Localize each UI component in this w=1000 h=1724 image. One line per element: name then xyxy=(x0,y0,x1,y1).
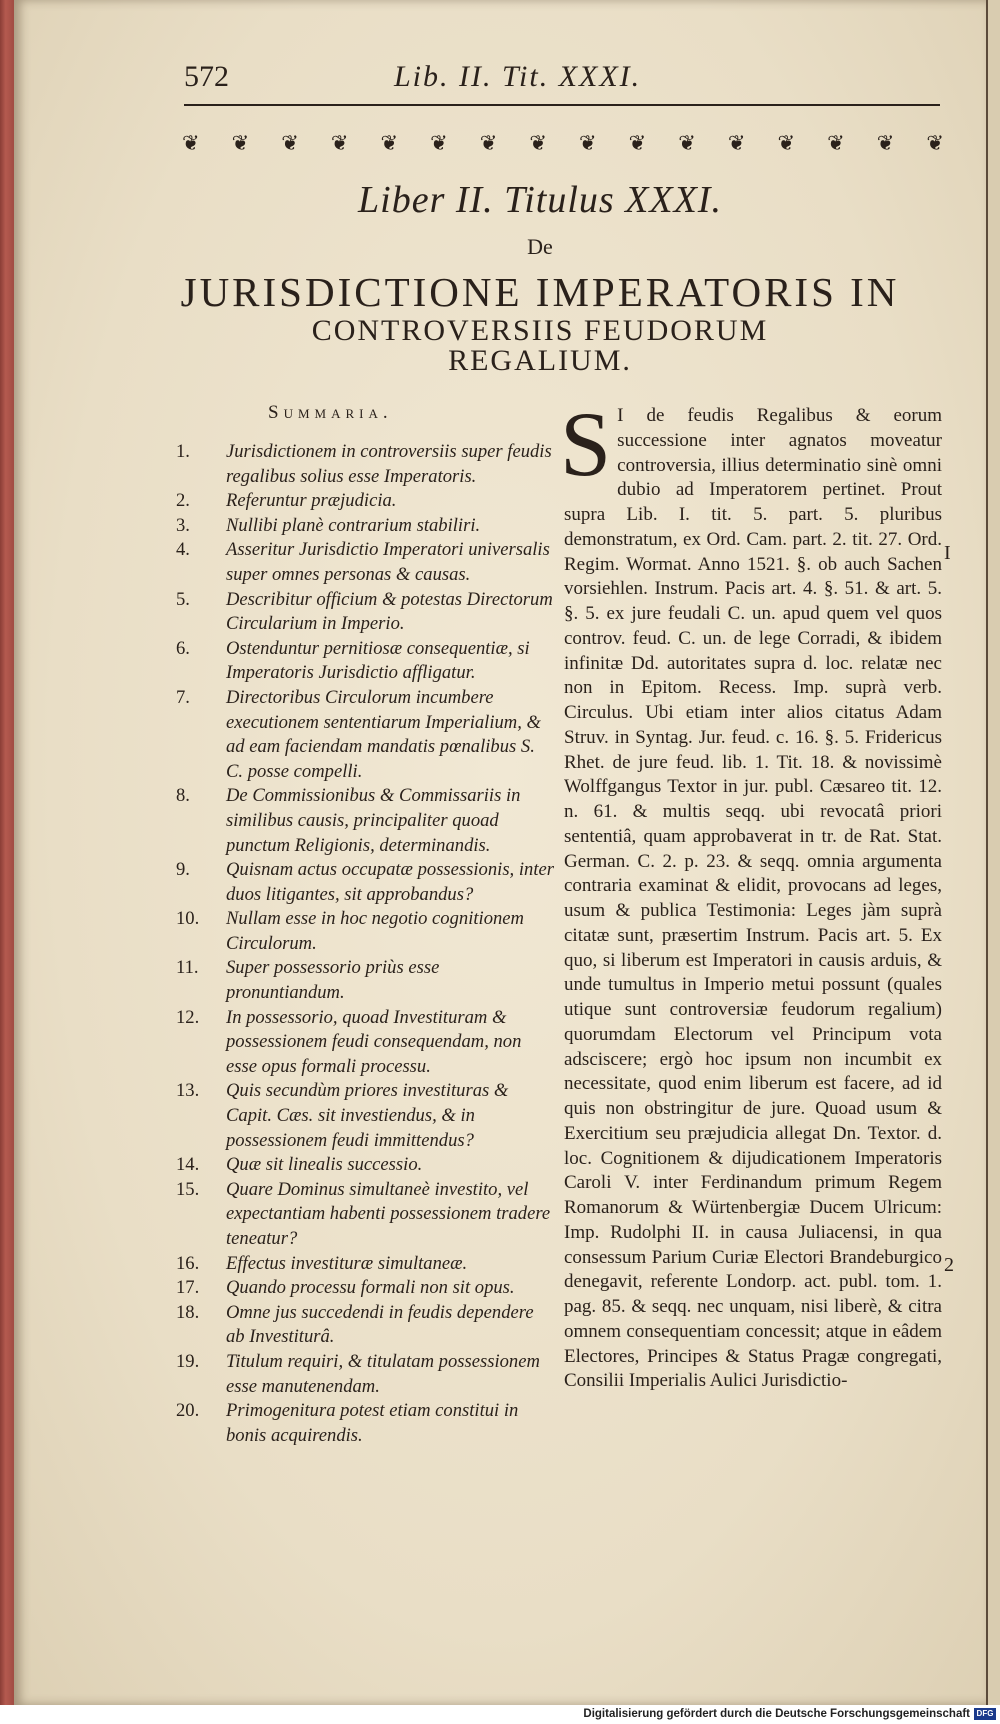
title-line-1: JURISDICTIONE IMPERATORIS IN xyxy=(180,269,900,315)
summaria-number: 17. xyxy=(176,1277,200,1299)
summaria-text: In possessorio, quoad Investituram & possessionem feudi consequendam, non esse opus formali processu. xyxy=(226,1006,522,1077)
summaria-item xyxy=(176,858,556,907)
ornament-glyph: ❦ xyxy=(281,131,299,155)
dfg-logo: DFG xyxy=(974,1708,996,1720)
running-title: Lib. II. Tit. XXXI. xyxy=(394,60,642,93)
footer-bar xyxy=(0,1705,1000,1724)
summaria-item xyxy=(176,1276,556,1301)
summaria-text: Directoribus Circulorum incumbere executionem sententiarum Imperialium, & ad eam faciendam mandatis pœnalibus S. C. posse compelli. xyxy=(226,686,541,782)
ornament-glyph: ❦ xyxy=(231,131,250,155)
ornament-glyph: ❦ xyxy=(479,131,498,155)
summaria-item xyxy=(176,1301,556,1350)
book-spine-edge xyxy=(0,0,14,1705)
summaria-number: 7. xyxy=(176,686,190,708)
ornament-glyph: ❦ xyxy=(430,131,448,155)
summaria-item xyxy=(176,1153,556,1178)
summaria-text: Effectus investituræ simultaneæ. xyxy=(226,1252,468,1274)
page-number: 572 xyxy=(184,60,229,93)
summaria-item xyxy=(176,489,556,514)
summaria-item xyxy=(176,907,556,956)
summaria-number: 20. xyxy=(176,1400,200,1422)
summaria-text: Quis secundùm priores investituras & Capit. Cæs. sit investiendus, & in possessionem feudi immittendus? xyxy=(226,1080,509,1151)
ornament-glyph: ❦ xyxy=(529,131,547,155)
summaria-text: Quare Dominus simultaneè investito, vel expectantiam habenti possessionem tradere teneatur? xyxy=(226,1178,551,1249)
ornament-glyph: ❦ xyxy=(579,131,597,155)
summaria-item xyxy=(176,588,556,637)
ornament-glyph: ❦ xyxy=(876,131,895,155)
summaria-number: 13. xyxy=(176,1080,200,1102)
summaria-item xyxy=(176,956,556,1005)
summaria-number: 18. xyxy=(176,1301,200,1323)
summaria-number: 1. xyxy=(176,441,190,462)
summaria-number: 5. xyxy=(176,588,190,610)
body-text: I de feudis Regalibus & eorum successione inter agnatos moveatur controversia, illius determinatio sinè omni dubio ad Imperatorem pertinet. Prout supra Lib. I. tit. 5. part. 5. pluribus demonstratum, ex Ord. Cam. part. 2. tit. 27. Ord. Regim. Wormat. Anno 1521. §. ob auch Sachen vorsiehlen. Instrum. Pacis art. 4. §. 51. & art. 5. §. 5. ex jure feudali C. un. apud quem vel quos controv. feud. C. un. de lege Corradi, & ibidem infinitæ Dd. autoritates supra d. loc. relatæ nec non in Epitom. Recess. Imp. suprà verb. Circulus. Ubi etiam inter alios citatus Adam Struv. in Syntag. Jur. feud. c. 16. §. 5. Fridericus Rhet. de jure feud. lib. 1. Tit. 18. & novissimè Wolffgangus Textor in jur. publ. Cæsareo tit. 12. n. 61. & multis seqq. ubi revocatâ priori sententiâ, quam approbaverat in tr. de Rat. Stat. German. C. 2. p. 23. & seqq. omnia argumenta contraria examinat & elidit, provocans ad leges, usum & publica Testimonia: Leges jàm suprà citatæ sunt, præsertim Instrum. Pacis art. 5. Ex quo, si liberum est Imperatori in causis arduis, & unde tumultus in Imperio metui possunt (quales utique sunt controversiæ feudorum regalium) quorumdam Electorum vel Principum vota adsciscere; ergò hoc ipsum non incumbit ex necessitate, quod enim liberum est facere, ad id quis non obstringitur de jure. Quoad usum & Exercitium seu præjudicia allegat Dn. Textor. d. loc. Cognitionem & dijudicationem Imperatoris Caroli V. inter Ferdinandum primum Regem Romanorum & Würtenbergiæ Ducem Ulricum: Imp. Rudolphi II. in causa Juliacensi, in qua consessum Parium Curiæ Electori Brandeburgico denegavit, referente Londorp. act. publ. tom. 1. pag. 85. & seqq. nec unquam, nisi liberè, & citra omnem consequentiam concessit; atque in eâdem Electores, Principes & Status Pragæ congregati, Consilii Imperialis Aulici Jurisdictio- xyxy=(564,405,942,1392)
summaria-text: Describitur officium & potestas Directorum Circularium in Imperio. xyxy=(226,588,553,635)
summaria-text: Nullam esse in hoc negotio cognitionem Circulorum. xyxy=(226,908,524,954)
book-page xyxy=(14,0,986,1705)
title-line-2: CONTROVERSIIS FEUDORUM xyxy=(311,314,769,347)
summaria-text: Super possessorio priùs esse pronuntiandum. xyxy=(226,957,440,1004)
ornament-glyph: ❦ xyxy=(827,131,845,155)
summaria-number: 15. xyxy=(176,1178,200,1200)
summaria-number: 11. xyxy=(176,957,199,979)
drop-cap: S xyxy=(560,393,612,495)
digitization-credit: Digitalisierung gefördert durch die Deutsche Forschungsgemeinschaft xyxy=(583,1708,970,1720)
summaria-number: 3. xyxy=(176,514,190,536)
ornament-glyph: ❦ xyxy=(727,131,746,155)
summaria-item xyxy=(176,1006,556,1080)
summaria-item xyxy=(176,1079,556,1153)
summaria-number: 19. xyxy=(176,1350,200,1372)
ornament-glyph: ❦ xyxy=(926,131,944,155)
ornament-glyph: ❦ xyxy=(777,131,796,155)
summaria-number: 9. xyxy=(176,859,190,881)
ornament-glyph: ❦ xyxy=(678,131,696,155)
title-line-3: REGALIUM. xyxy=(448,344,632,377)
summaria-text: Referuntur præjudicia. xyxy=(226,490,397,512)
summaria-text: Jurisdictionem in controversiis super feudis regalibus solius esse Imperatoris. xyxy=(226,441,552,487)
summaria-item xyxy=(176,637,556,686)
summaria-item xyxy=(176,784,556,858)
ornament-glyph: ❦ xyxy=(330,131,349,155)
summaria-text: Nullibi planè contrarium stabiliri. xyxy=(226,514,481,536)
summaria-number: 6. xyxy=(176,637,190,659)
ornament-glyph: ❦ xyxy=(380,131,399,155)
header-rule xyxy=(184,104,940,106)
title-preposition: De xyxy=(527,234,553,259)
margin-note: 2 xyxy=(944,1254,954,1276)
summaria-text: Quæ sit linealis successio. xyxy=(226,1154,423,1176)
summaria-item xyxy=(176,1252,556,1277)
summaria-text: Primogenitura potest etiam constitui in bonis acquirendis. xyxy=(226,1400,519,1446)
summaria-number: 16. xyxy=(176,1252,200,1274)
summaria-number: 10. xyxy=(176,908,200,930)
summaria-text: De Commissionibus & Commissariis in similibus causis, principaliter quoad punctum Religionis, determinandis. xyxy=(226,785,521,856)
summaria-item xyxy=(176,1350,556,1399)
page-header xyxy=(184,58,944,102)
summaria-item xyxy=(176,440,556,489)
summaria-number: 14. xyxy=(176,1154,200,1176)
summaria-item xyxy=(176,1178,556,1252)
margin-note: I xyxy=(944,542,951,564)
summaria-text: Omne jus succedendi in feudis dependere ab Investiturâ. xyxy=(226,1301,534,1348)
ornament-glyph: ❦ xyxy=(628,131,647,155)
summaria-number: 2. xyxy=(176,490,190,512)
summaria-text: Ostenduntur pernitiosæ consequentiæ, si Imperatoris Jurisdictio affligatur. xyxy=(226,637,530,684)
summaria-text: Asseritur Jurisdictio Imperatori universalis super omnes personas & causas. xyxy=(226,539,550,585)
summaria-item xyxy=(176,1399,556,1448)
summaria-item xyxy=(176,686,556,784)
summaria-item xyxy=(176,538,556,587)
summaria-text: Quando processu formali non sit opus. xyxy=(226,1277,515,1299)
summaria-item xyxy=(176,514,556,539)
adjacent-page-edge xyxy=(986,0,1000,1705)
summaria-text: Titulum requiri, & titulatam possessionem esse manutenendam. xyxy=(226,1350,540,1397)
summaria-number: 12. xyxy=(176,1006,200,1028)
summaria-number: 8. xyxy=(176,785,190,807)
book-title: Liber II. Titulus XXXI. xyxy=(358,179,722,221)
ornament-band xyxy=(182,130,944,156)
summaria-list xyxy=(176,440,556,1448)
summaria-text: Quisnam actus occupatæ possessionis, inter duos litigantes, sit approbandus? xyxy=(226,859,554,905)
ornament-glyph: ❦ xyxy=(182,131,200,155)
body-column xyxy=(560,393,942,1394)
summaria-heading: Summaria. xyxy=(268,402,393,423)
summaria-number: 4. xyxy=(176,539,190,561)
